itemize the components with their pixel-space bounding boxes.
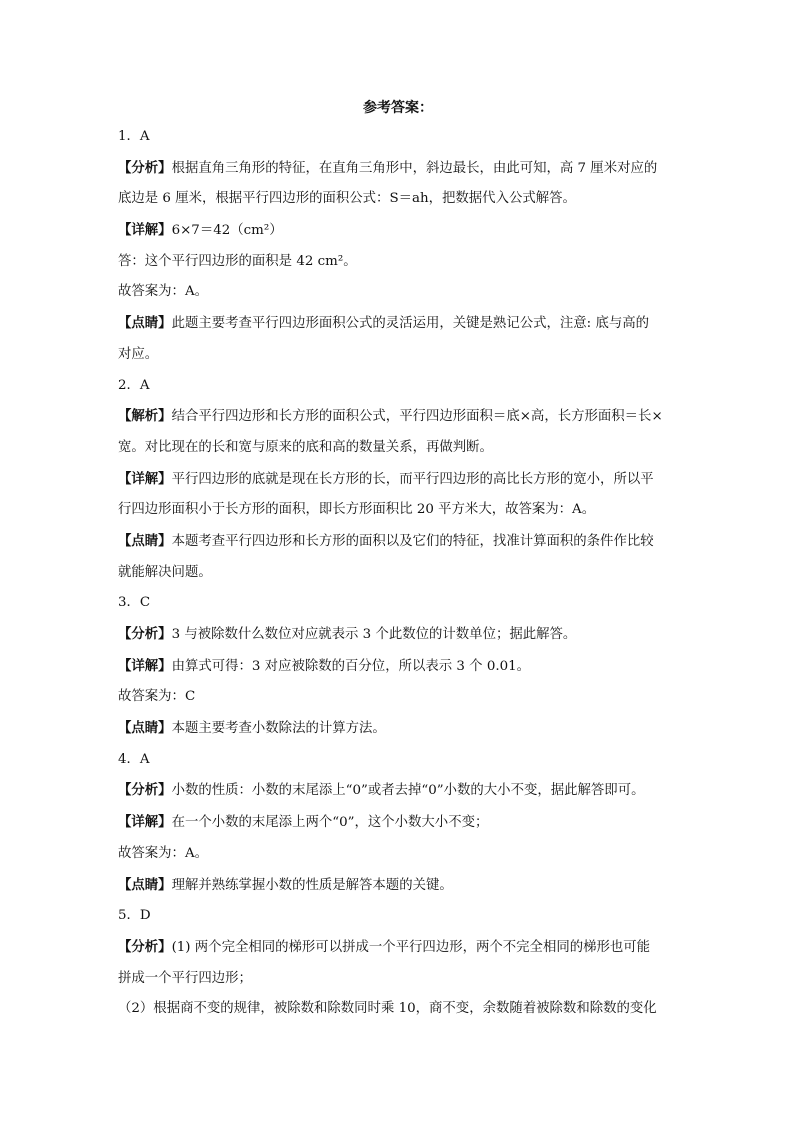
text-line <box>118 906 678 926</box>
section-tag: 【详解】 <box>118 222 172 239</box>
section-tag: 【分析】 <box>118 938 172 955</box>
text-line <box>118 406 678 427</box>
line-text: 5．D <box>118 908 151 924</box>
text-line <box>118 875 678 896</box>
text-line <box>118 624 678 645</box>
text-line <box>118 220 678 241</box>
line-text: 故答案为：A。 <box>118 284 209 300</box>
text-line <box>118 500 678 520</box>
text-line <box>118 469 678 490</box>
text-line <box>118 656 678 677</box>
text-line <box>118 563 678 583</box>
text-line <box>118 282 678 302</box>
line-text: 本题主要考查小数除法的计算方法。 <box>171 721 386 737</box>
line-text: 4．A <box>118 751 150 767</box>
line-text: 由算式可得：3 对应被除数的百分位，所以表示 3 个 0.01。 <box>171 658 531 674</box>
answer-content <box>118 127 678 1019</box>
line-text: 拼成一个平行四边形； <box>118 970 252 986</box>
section-tag: 【分析】 <box>118 159 172 176</box>
line-text: 对应。 <box>118 346 159 362</box>
section-tag: 【分析】 <box>118 626 172 642</box>
text-line <box>118 313 678 334</box>
text-line <box>118 999 678 1019</box>
text-line <box>118 189 678 209</box>
text-line <box>118 844 678 864</box>
line-text: 此题主要考查平行四边形面积公式的灵活运用，关键是熟记公式，注意: 底与高的 <box>171 316 649 332</box>
section-tag: 【详解】 <box>118 814 172 831</box>
text-line <box>118 780 678 801</box>
line-text: 3 与被除数什么数位对应就表示 3 个此数位的计数单位；据此解答。 <box>171 627 577 642</box>
line-text: 小数的性质：小数的末尾添上“0”或者去掉“0”小数的大小不变，据此解答即可。 <box>171 783 645 799</box>
text-line <box>118 531 678 552</box>
section-tag: 【详解】 <box>118 657 172 674</box>
line-text: (1) 两个完全相同的梯形可以拼成一个平行四边形，两个不完全相同的梯形也可能 <box>171 939 651 955</box>
text-line <box>118 718 678 739</box>
line-text: 行四边形面积小于长方形的面积，即长方形面积比 20 平方米大，故答案为：A。 <box>118 502 596 518</box>
line-text: 结合平行四边形和长方形的面积公式，平行四边形面积＝底×高，长方形面积＝长× <box>171 409 663 425</box>
text-line <box>118 127 678 147</box>
text-line <box>118 969 678 989</box>
section-tag: 【点睛】 <box>118 720 172 737</box>
line-text: （2）根据商不变的规律，被除数和除数同时乘 10，商不变，余数随着被除数和除数的变化 <box>118 1001 657 1017</box>
text-line <box>118 687 678 707</box>
line-text: 在一个小数的末尾添上两个“0”，这个小数大小不变； <box>171 815 489 831</box>
section-tag: 【解析】 <box>118 408 172 425</box>
line-text: 平行四边形的底就是现在长方形的长，而平行四边形的高比长方形的宽小，所以平 <box>171 471 654 487</box>
text-line <box>118 812 678 833</box>
answer-page <box>118 98 678 1030</box>
line-text: 1．A <box>118 129 150 144</box>
line-text: 2．A <box>118 377 150 393</box>
line-text: 宽。对比现在的长和宽与原来的底和高的数量关系，再做判断。 <box>118 439 493 455</box>
text-line <box>118 252 678 272</box>
line-text: 理解并熟练掌握小数的性质是解答本题的关键。 <box>171 877 453 893</box>
section-tag: 【点睛】 <box>118 876 172 893</box>
line-text: 故答案为：C <box>118 689 196 705</box>
line-text: 根据直角三角形的特征，在直角三角形中，斜边最长，由此可知，高 7 厘米对应的 <box>171 160 658 176</box>
text-line <box>118 438 678 458</box>
page-title: 参考答案： <box>363 100 433 116</box>
text-line <box>118 376 678 396</box>
section-tag: 【分析】 <box>118 782 172 799</box>
line-text: 本题考查平行四边形和长方形的面积以及它们的特征，找准计算面积的条件作比较 <box>171 533 654 549</box>
text-line <box>118 345 678 365</box>
section-tag: 【详解】 <box>118 470 172 487</box>
text-line <box>118 158 678 179</box>
line-text: 3．C <box>118 595 151 611</box>
text-line <box>118 937 678 958</box>
section-tag: 【点睛】 <box>118 532 172 549</box>
line-text: 就能解决问题。 <box>118 564 212 580</box>
line-text: 答：这个平行四边形的面积是 42 cm²。 <box>118 253 357 269</box>
text-line <box>118 750 678 770</box>
section-tag: 【点睛】 <box>118 315 172 332</box>
line-text: 底边是 6 厘米，根据平行四边形的面积公式：S＝ah，把数据代入公式解答。 <box>118 191 576 207</box>
text-line <box>118 593 678 613</box>
line-text: 故答案为：A。 <box>118 845 209 861</box>
line-text: 6×7＝42（cm²） <box>171 223 283 239</box>
